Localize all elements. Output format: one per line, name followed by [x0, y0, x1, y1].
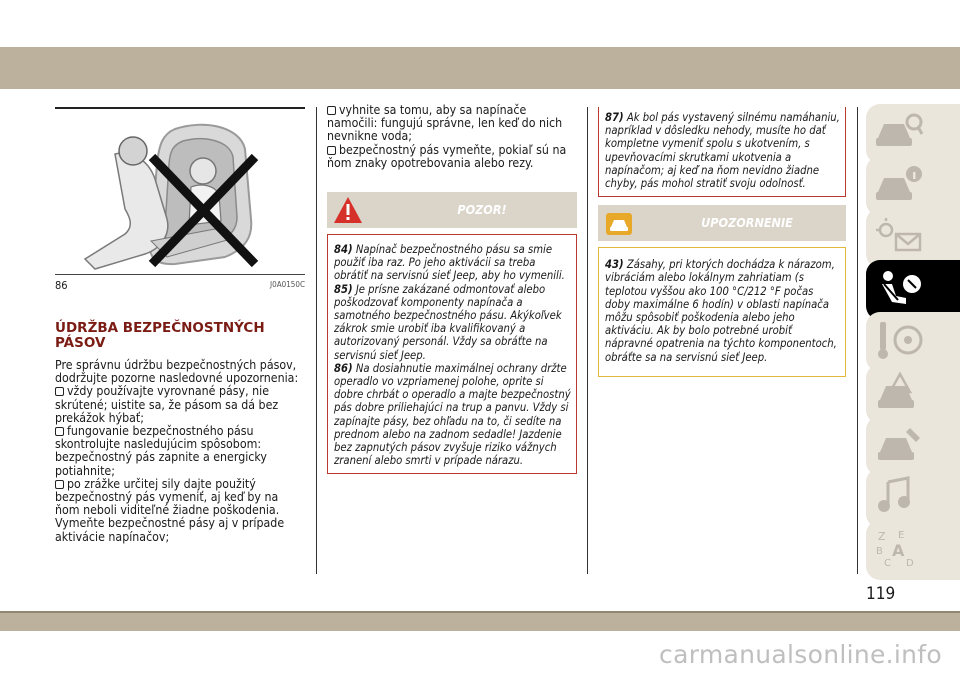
light-message-icon: [874, 214, 924, 258]
warning-note-86: 86) Na dosiahnutie maximálnej ochrany držte operadlo vo vzpriamenej polohe, oprite si dobre chrbát o operadlo a majte bezpečnostný pás dobre priliehajúci na trup a panvu. Vždy si zapínajte pásy, bez ohľadu na to, či sedíte na prednom alebo na zadnom sedadle! Jazdenie bez zapnutých pásov zvyšuje riziko vážnych zranení alebo smrti v prípade nárazu.: [334, 361, 571, 468]
section-heading: ÚDRŽBA BEZPEČNOSTNÝCH PÁSOV: [55, 320, 265, 351]
warning-box: [327, 234, 577, 474]
svg-text:A: A: [892, 541, 905, 560]
svg-text:C: C: [884, 558, 891, 569]
notice-title: UPOZORNENIE: [701, 215, 793, 231]
bullet-item-2: fungovanie bezpečnostného pásu skontrolujte nasledujúcim spôsobom: bezpečnostný pás zapnite a energicky potiahnite;: [55, 424, 267, 478]
checkbox-bullet-icon: [55, 480, 64, 489]
middle-column: [327, 104, 577, 474]
warning-header: [327, 192, 577, 228]
sidebar-tab-safety[interactable]: [866, 260, 960, 320]
column-divider: [587, 107, 588, 574]
warning-note-85: 85) Je prísne zakázané odmontovať alebo poškodzovať komponenty napínača a samotného bezpečnostného pásu. Akýkoľvek zákrok smie urobiť iba kvalifikovaný a autorizovaný personál. Vždy sa obráťte na servisnú sieť Jeep.: [334, 282, 562, 362]
sidebar-tab-index[interactable]: [866, 520, 960, 580]
bullet-item-3: po zrážke určitej sily dajte použitý bezpečnostný pás vymeniť, aj keď by na ňom neboli viditeľné žiadne poškodenia. Vymeňte bezpečnostné pásy aj v prípade aktivácie napínačov;: [55, 476, 285, 544]
top-band: [0, 47, 960, 89]
watermark: carmanualsonline.info: [659, 640, 942, 669]
checkbox-bullet-icon: [327, 106, 336, 115]
car-search-icon: [874, 110, 924, 154]
warning-title: POZOR!: [457, 202, 507, 218]
checkbox-bullet-icon: [55, 387, 64, 396]
key-steering-icon: [874, 318, 924, 362]
car-warning-icon: [874, 370, 924, 414]
bullet-item-4: vyhnite sa tomu, aby sa napínače namočili: fungujú správne, len keď do nich nevnikne voda;: [327, 103, 563, 144]
right-column: [598, 107, 846, 377]
child-seat-illustration: [55, 107, 305, 272]
multimedia-icon: [874, 474, 924, 518]
bottom-band: [0, 613, 960, 631]
checkbox-bullet-icon: [55, 427, 64, 436]
svg-text:D: D: [906, 558, 914, 569]
notice-header: [598, 205, 846, 241]
car-notice-icon: [604, 209, 634, 237]
warning-note-84: 84) Napínač bezpečnostného pásu sa smie použiť iba raz. Po jeho aktivácii sa treba obrátiť na servisnú sieť Jeep, aby ho vymenili.: [334, 243, 565, 283]
sidebar-tab-maintenance[interactable]: [866, 416, 960, 476]
sidebar-tab-car-info[interactable]: [866, 156, 960, 216]
svg-text:E: E: [898, 530, 905, 541]
svg-text:B: B: [876, 546, 883, 557]
car-service-icon: [874, 422, 924, 466]
left-page-number: 86: [55, 279, 68, 292]
column-divider: [316, 107, 317, 574]
warning-note-87: 87) Ak bol pás vystavený silnému namáhaniu, napríklad v dôsledku nehody, musíte ho dať kompletne vymeniť spolu s ukotvením, s upevňovacími skrutkami ukotvenia a napínačom; aj keď na ňom nevidno žiadne chyby, pás mohol stratiť svoju odolnosť.: [605, 111, 840, 191]
checkbox-bullet-icon: [327, 146, 336, 155]
right-page-number: 119: [866, 584, 896, 604]
column-divider: [857, 107, 858, 574]
sidebar-tab-emergency[interactable]: [866, 364, 960, 424]
warning-triangle-icon: [333, 195, 363, 225]
svg-text:Z: Z: [878, 530, 886, 543]
alphabetical-index-icon: [874, 526, 924, 570]
sidebar-tab-starting-driving[interactable]: [866, 312, 960, 372]
car-info-icon: [874, 162, 924, 206]
notice-box: [598, 247, 846, 377]
image-code: J0A0150C: [270, 280, 305, 289]
bullet-item-1: vždy používajte vyrovnané pásy, nie skrútené; uistite sa, že pásom sa dá bez prekážok hýbať;: [55, 384, 279, 425]
notice-note-43: 43) Zásahy, pri ktorých dochádza k nárazom, vibráciám alebo lokálnym zahriatiam (s teplotou vyššou ako 100 °C/212 °F počas doby maximálne 6 hodín) v oblasti napínača môžu spôsobiť poškodenia alebo jeho aktiváciu. Ak by bolo potrebné urobiť nápravné opatrenia na týchto komponentoch, obráťte sa na servisnú sieť Jeep.: [605, 258, 837, 364]
sidebar-tab-light-message[interactable]: [866, 208, 960, 268]
sidebar-tab-car-search[interactable]: [866, 104, 960, 164]
airbag-seat-icon: [874, 266, 924, 310]
warning-box-continued: [598, 107, 846, 197]
bullet-item-5: bezpečnostný pás vymeňte, pokiaľ sú na ňom znaky opotrebovania alebo rezy.: [327, 142, 567, 170]
intro-paragraph: Pre správnu údržbu bezpečnostných pásov, dodržujte pozorne nasledovné upozornenia:: [55, 358, 299, 386]
chapter-sidebar: [866, 104, 960, 584]
sidebar-tab-multimedia[interactable]: [866, 468, 960, 528]
left-column: [55, 107, 305, 544]
illustration-caption: [55, 274, 305, 292]
